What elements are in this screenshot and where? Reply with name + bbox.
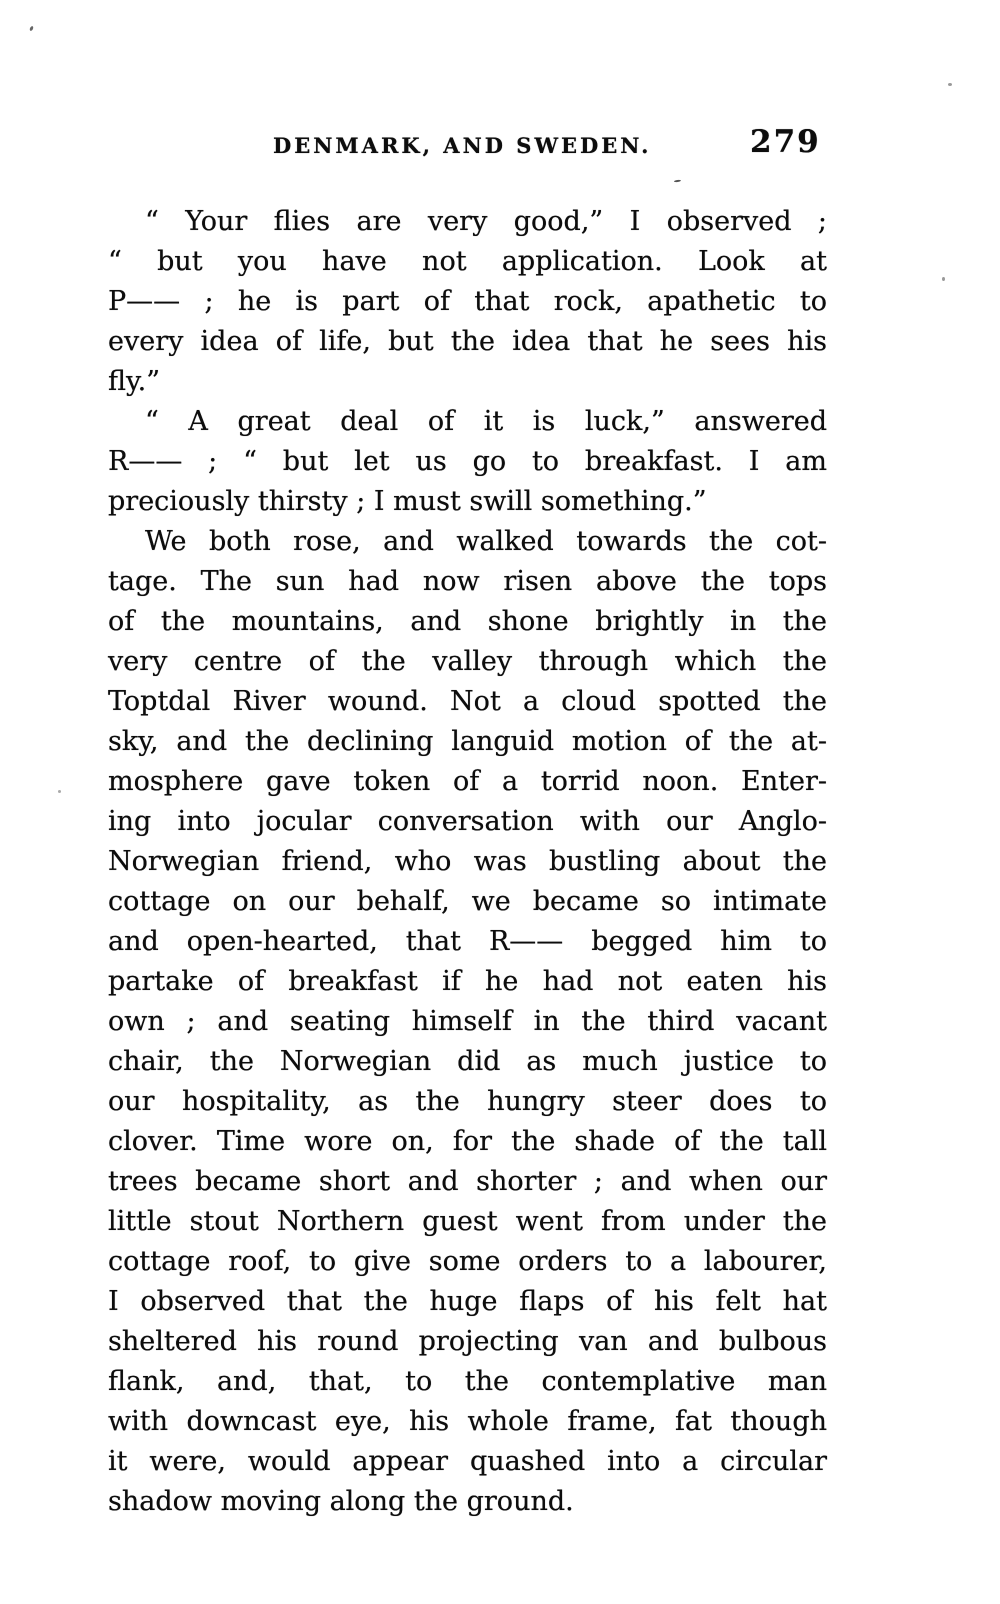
text-line: sky, and the declining languid motion of the at-: [108, 726, 827, 757]
scan-speck: [948, 83, 952, 86]
text-line: Norwegian friend, who was bustling about the: [108, 846, 827, 877]
text-line: preciously thirsty ; I must swill something.”: [108, 486, 707, 517]
text-line: trees became short and shorter ; and when our: [108, 1166, 827, 1197]
text-line: of the mountains, and shone brightly in the: [108, 606, 827, 637]
text-line: every idea of life, but the idea that he sees his: [108, 326, 827, 357]
text-line: chair, the Norwegian did as much justice to: [108, 1046, 827, 1077]
text-line: very centre of the valley through which the: [108, 646, 827, 677]
text-line: it were, would appear quashed into a circular: [108, 1446, 827, 1477]
text-line: flank, and, that, to the contemplative man: [108, 1366, 827, 1397]
page-number: 279: [750, 124, 821, 160]
text-line: tage. The sun had now risen above the tops: [108, 566, 827, 597]
text-line: I observed that the huge flaps of his felt hat: [108, 1286, 827, 1317]
text-line: cottage on our behalf, we became so intimate: [108, 886, 827, 917]
running-header-title: DENMARK, AND SWEDEN.: [273, 133, 652, 158]
text-line: shadow moving along the ground.: [108, 1486, 574, 1517]
page-body: [108, 202, 827, 1522]
text-line: Toptdal River wound. Not a cloud spotted the: [108, 686, 827, 717]
scan-speck: [674, 180, 681, 183]
scan-speck: [942, 277, 945, 281]
text-line: fly.”: [108, 366, 161, 397]
text-line: and open-hearted, that R—— begged him to: [108, 926, 827, 957]
text-line: clover. Time wore on, for the shade of the tall: [108, 1126, 827, 1157]
text-line: own ; and seating himself in the third vacant: [108, 1006, 827, 1037]
text-line: our hospitality, as the hungry steer does to: [108, 1086, 827, 1117]
text-line: “ Your flies are very good,” I observed ;: [145, 206, 827, 237]
text-line: sheltered his round projecting van and bulbous: [108, 1326, 827, 1357]
scan-speck: [29, 26, 34, 32]
text-line: P—— ; he is part of that rock, apathetic to: [108, 286, 827, 317]
text-line: “ A great deal of it is luck,” answered: [145, 406, 827, 437]
text-line: “ but you have not application. Look at: [108, 246, 827, 277]
text-line: partake of breakfast if he had not eaten his: [108, 966, 827, 997]
text-line: ing into jocular conversation with our Anglo-: [108, 806, 827, 837]
text-line: We both rose, and walked towards the cot-: [145, 526, 827, 557]
text-line: with downcast eye, his whole frame, fat though: [108, 1406, 827, 1437]
scan-speck: [58, 790, 61, 793]
text-line: mosphere gave token of a torrid noon. Enter-: [108, 766, 827, 797]
text-line: little stout Northern guest went from under the: [108, 1206, 827, 1237]
text-line: cottage roof, to give some orders to a labourer,: [108, 1246, 827, 1277]
text-line: R—— ; “ but let us go to breakfast. I am: [108, 446, 827, 477]
